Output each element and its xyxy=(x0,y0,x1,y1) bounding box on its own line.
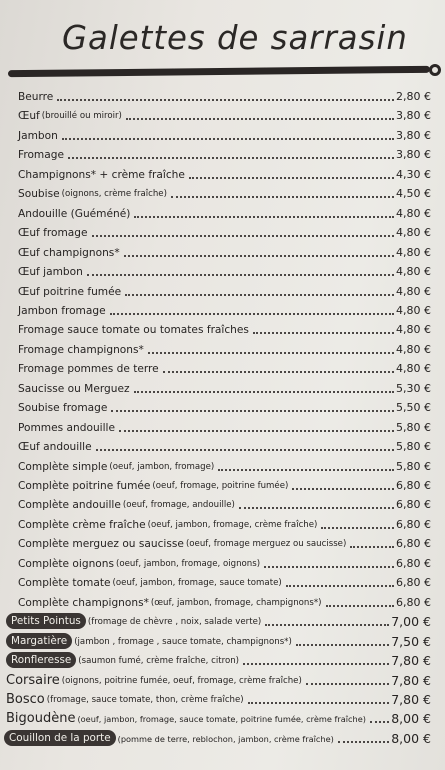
menu-item-price: 4,80 € xyxy=(396,284,431,298)
dot-leader xyxy=(370,721,389,723)
dot-leader xyxy=(92,235,394,237)
menu-item-price: 6,80 € xyxy=(396,595,431,609)
dot-leader xyxy=(265,624,389,626)
dot-leader xyxy=(239,507,394,509)
menu-item-name: Œuf poitrine fumée xyxy=(18,285,122,298)
menu-item-price: 7,80 € xyxy=(391,691,431,707)
dot-leader xyxy=(296,644,389,646)
menu-item-row xyxy=(18,164,431,182)
dot-leader xyxy=(110,313,394,315)
menu-item-description: (oeuf, jambon, fromage, sauce tomate) xyxy=(112,578,282,589)
menu-item-price: 4,80 € xyxy=(396,265,431,279)
dot-leader xyxy=(292,488,394,490)
menu-item-name: Soubise fromage xyxy=(18,402,108,415)
dot-leader xyxy=(134,216,394,218)
menu-item-row xyxy=(18,261,431,279)
menu-item-name: Jambon fromage xyxy=(18,304,106,317)
menu-item-row xyxy=(6,631,431,649)
menu-item-row xyxy=(18,436,431,454)
menu-item-row xyxy=(18,572,431,590)
menu-item-description: (brouillé ou miroir) xyxy=(41,111,122,122)
menu-item-row xyxy=(18,417,431,435)
menu-item-row xyxy=(18,203,431,221)
menu-item-row xyxy=(18,494,431,512)
menu-item-row xyxy=(4,728,431,746)
menu-item-name: Soubise xyxy=(18,188,60,201)
dot-leader xyxy=(125,294,394,296)
menu-item-price: 4,80 € xyxy=(396,323,431,337)
menu-item-name: Fromage xyxy=(18,149,64,162)
menu-item-description: (oeuf, jambon, fromage, crème fraîche) xyxy=(147,519,318,530)
menu-item-price: 4,80 € xyxy=(396,226,431,240)
menu-item-price: 4,80 € xyxy=(396,206,431,220)
menu-item-row xyxy=(6,650,431,668)
dot-leader xyxy=(243,663,389,665)
menu-item-price: 7,80 € xyxy=(391,653,431,669)
menu-item-price: 8,00 € xyxy=(391,711,431,727)
dot-leader xyxy=(218,469,394,471)
menu-item-description: (saumon fumé, crème fraîche, citron) xyxy=(78,656,240,667)
menu-item-row xyxy=(18,358,431,376)
menu-item-price: 7,80 € xyxy=(391,672,431,688)
menu-item-row xyxy=(18,514,431,532)
menu-item-name: Complète poitrine fumée xyxy=(18,480,151,492)
menu-item-price: 5,80 € xyxy=(396,459,431,473)
menu-item-price: 6,80 € xyxy=(396,556,431,570)
menu-item-price: 4,30 € xyxy=(396,167,431,181)
menu-item-price: 3,80 € xyxy=(396,148,431,162)
dot-leader xyxy=(338,741,389,743)
menu-item-description: (oeuf, fromage merguez ou saucisse) xyxy=(185,539,347,550)
menu-item-name: Ronfleresse xyxy=(6,652,76,668)
menu-item-name: Œuf xyxy=(18,110,40,123)
menu-item-name: Andouille (Guéméné) xyxy=(18,207,131,220)
menu-item-price: 6,80 € xyxy=(396,537,431,551)
dot-leader xyxy=(189,177,394,179)
menu-item-price: 4,50 € xyxy=(396,187,431,201)
menu-item-name: Fromage sauce tomate ou tomates fraîches xyxy=(18,324,249,337)
menu-item-description: (oignons, poitrine fumée, oeuf, fromage, crème fraîche) xyxy=(61,675,302,686)
menu-item-price: 5,80 € xyxy=(396,420,431,434)
menu-item-name: Saucisse ou Merguez xyxy=(18,382,130,395)
dot-leader xyxy=(57,99,394,101)
dot-leader xyxy=(350,546,394,548)
menu-item-name: Complète crème fraîche xyxy=(18,518,146,531)
menu-item-name: Œuf fromage xyxy=(18,227,88,240)
menu-item-name: Jambon xyxy=(18,129,58,142)
menu-item-description: (oeuf, jambon, fromage, oignons) xyxy=(116,558,261,569)
menu-item-row xyxy=(18,456,431,474)
dot-leader xyxy=(264,566,394,568)
menu-item-price: 4,80 € xyxy=(396,362,431,376)
menu-item-name: Œuf andouille xyxy=(18,441,92,454)
menu-item-row xyxy=(18,86,431,104)
menu-item-row xyxy=(18,397,431,415)
menu-item-row xyxy=(6,689,431,707)
menu-item-price: 2,80 € xyxy=(396,90,431,103)
menu-item-row xyxy=(6,670,431,688)
menu-item-name: Margatière xyxy=(6,633,72,649)
menu-item-name: Bigoudène xyxy=(6,711,76,727)
dot-leader xyxy=(148,352,394,354)
menu-item-name: Fromage pommes de terre xyxy=(18,363,159,376)
menu-item-name: Complète andouille xyxy=(18,499,121,512)
menu-item-price: 7,50 € xyxy=(391,633,431,649)
menu-item-name: Œuf champignons* xyxy=(18,246,120,259)
dot-leader xyxy=(321,527,394,529)
menu-item-price: 4,80 € xyxy=(396,245,431,259)
dot-leader xyxy=(326,605,395,607)
menu-item-name: Petits Pointus xyxy=(6,613,86,629)
menu-item-row xyxy=(18,533,431,551)
menu-item-name: Œuf jambon xyxy=(18,266,83,279)
menu-item-name: Complète merguez ou saucisse xyxy=(18,538,184,551)
dot-leader xyxy=(68,157,394,159)
dot-leader xyxy=(306,683,389,685)
menu-item-price: 5,50 € xyxy=(396,401,431,415)
menu-item-description: (oignons, crème fraîche) xyxy=(61,189,167,200)
menu-item-name: Bosco xyxy=(6,691,45,707)
menu-item-description: (œuf, jambon, fromage, champignons*) xyxy=(150,597,322,608)
menu-item-price: 5,30 € xyxy=(396,381,431,395)
dot-leader xyxy=(124,255,394,257)
menu-item-row xyxy=(18,105,431,123)
dot-leader xyxy=(134,391,394,393)
dot-leader xyxy=(96,449,394,451)
menu-item-row xyxy=(18,378,431,396)
menu-item-name: Champignons* + crème fraîche xyxy=(18,168,185,181)
menu-item-row xyxy=(18,144,431,162)
menu-item-price: 6,80 € xyxy=(396,576,431,590)
menu-item-row xyxy=(18,183,431,201)
dot-leader xyxy=(62,138,394,140)
dot-leader xyxy=(111,410,394,412)
menu-item-price: 8,00 € xyxy=(391,730,431,746)
menu-item-name: Complète simple xyxy=(18,460,108,473)
menu-item-price: 5,80 € xyxy=(396,440,431,454)
menu-item-price: 4,80 € xyxy=(396,303,431,317)
menu-item-row xyxy=(18,553,431,571)
menu-item-price: 6,80 € xyxy=(396,479,431,492)
menu-item-name: Complète champignons* xyxy=(18,596,149,609)
dot-leader xyxy=(119,430,394,432)
menu-item-price: 3,80 € xyxy=(396,109,431,123)
menu-item-description: (oeuf, fromage, andouille) xyxy=(122,500,235,511)
menu-item-row xyxy=(18,125,431,143)
dot-leader xyxy=(248,702,390,704)
dot-leader xyxy=(126,118,394,120)
dot-leader xyxy=(171,196,394,198)
menu-item-description: (pomme de terre, reblochon, jambon, crème fraîche) xyxy=(117,733,334,744)
menu-item-row xyxy=(18,592,431,610)
menu-item-row xyxy=(18,300,431,318)
menu-item-price: 6,80 € xyxy=(396,517,431,531)
dot-leader xyxy=(253,332,394,334)
menu-item-description: (oeuf, jambon, fromage) xyxy=(109,461,215,472)
dot-leader xyxy=(163,371,394,373)
menu-item-description: (fromage de chèvre , noix, salade verte) xyxy=(87,617,262,628)
menu-title: Galettes de sarrasin xyxy=(62,18,408,57)
menu-item-description: (oeuf, fromage, poitrine fumée) xyxy=(152,481,289,491)
menu-item-name: Corsaire xyxy=(6,672,60,688)
menu-item-row xyxy=(6,611,431,629)
menu-item-row xyxy=(18,475,431,493)
menu-item-row xyxy=(18,339,431,357)
menu-item-row xyxy=(18,281,431,299)
dot-leader xyxy=(87,274,394,276)
menu-item-price: 6,80 € xyxy=(396,498,431,512)
menu-item-name: Pommes andouille xyxy=(18,421,116,434)
menu-item-description: (jambon , fromage , sauce tomate, champignons*) xyxy=(74,636,292,647)
menu-item-name: Beurre xyxy=(18,91,54,103)
menu-item-name: Couillon de la porte xyxy=(4,730,116,746)
menu-item-row xyxy=(18,319,431,337)
dot-leader xyxy=(286,585,394,587)
menu-item-description: (fromage, sauce tomate, thon, crème fraîche) xyxy=(46,694,244,705)
menu-item-price: 3,80 € xyxy=(396,128,431,142)
menu-item-price: 7,00 € xyxy=(391,614,431,630)
menu-item-row xyxy=(18,242,431,260)
menu-item-name: Complète tomate xyxy=(18,577,111,590)
menu-item-row xyxy=(18,222,431,240)
menu-item-row xyxy=(6,708,431,726)
menu-item-name: Fromage champignons* xyxy=(18,343,144,356)
menu-item-price: 4,80 € xyxy=(396,342,431,356)
menu-item-description: (oeuf, jambon, fromage, sauce tomate, poitrine fumée, crème fraîche) xyxy=(77,714,366,725)
menu-item-name: Complète oignons xyxy=(18,557,115,570)
